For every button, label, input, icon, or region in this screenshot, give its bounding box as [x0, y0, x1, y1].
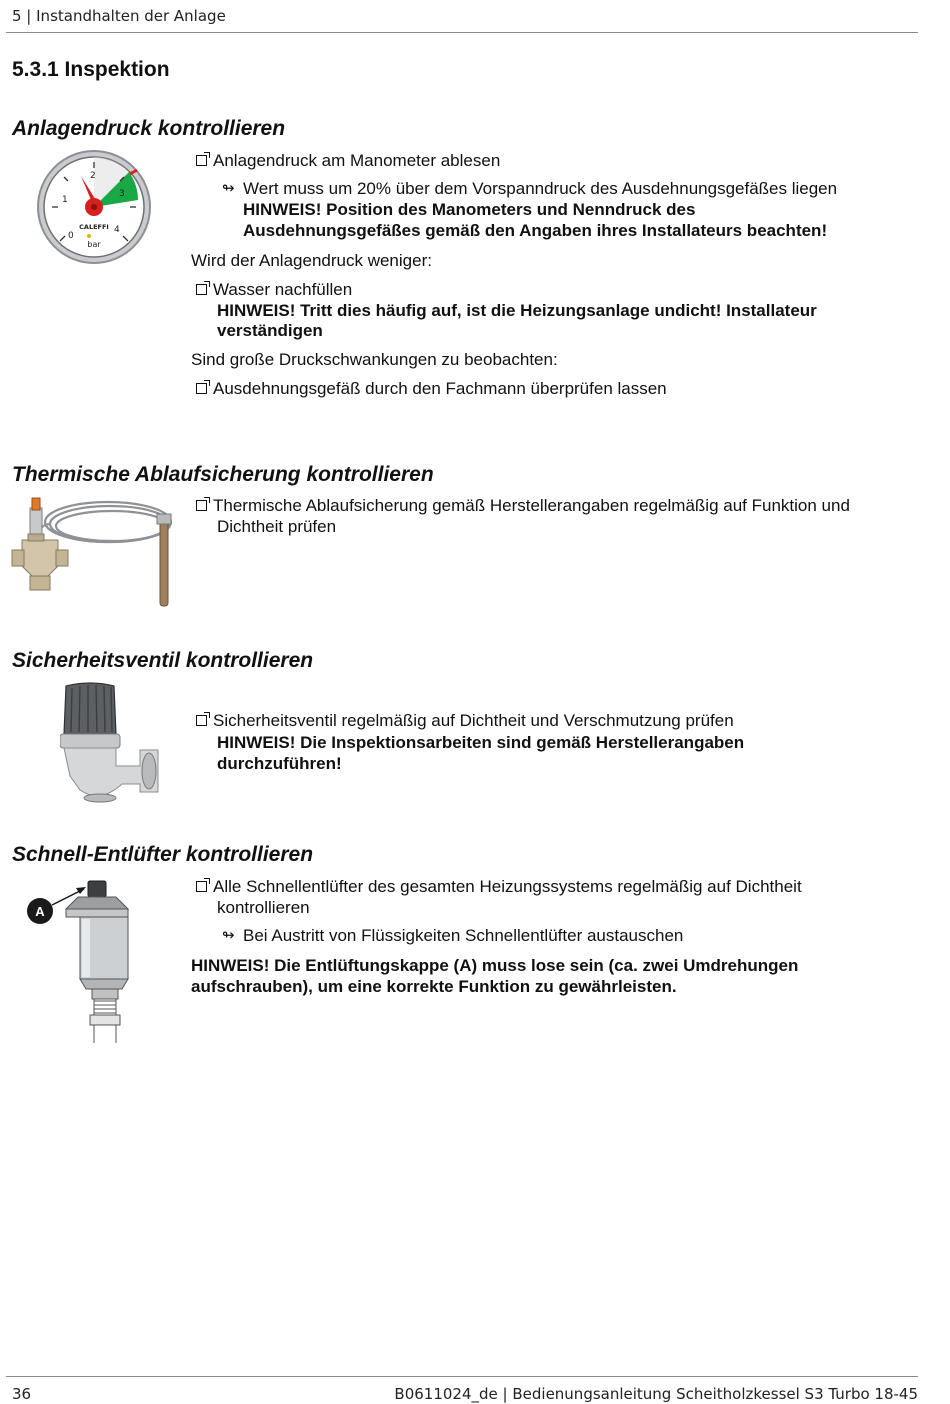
step-check-expansion-vessel: Ausdehnungsgefäß durch den Fachmann überprüfen lassen	[196, 378, 667, 399]
pressure-gauge-image	[34, 150, 154, 268]
document-reference: B0611024_de | Bedienungsanleitung Scheitholzkessel S3 Turbo 18-45	[394, 1385, 918, 1403]
note-safety-valve-1: HINWEIS! Die Inspektionsarbeiten sind gemäß Herstellerangaben	[217, 733, 745, 752]
checkbox-icon	[196, 383, 207, 394]
step-check-thermal-safety-2: Dichtheit prüfen	[217, 517, 337, 536]
page-number: 36	[12, 1385, 32, 1403]
header-rule	[6, 32, 918, 33]
callout-a-label: A	[35, 904, 45, 919]
checkbox-icon	[196, 284, 207, 295]
section-title: 5.3.1 Inspektion	[12, 58, 170, 81]
note-leak-1: HINWEIS! Tritt dies häufig auf, ist die Heizungsanlage undicht! Installateur	[217, 301, 817, 320]
page-header: 5 | Instandhalten der Anlage	[12, 7, 226, 25]
gauge-tick-4: 4	[114, 225, 120, 235]
step-check-air-vents-1: Alle Schnellentlüfter des gesamten Heizungssystems regelmäßig auf Dichtheit	[196, 876, 802, 897]
air-vent-image	[22, 875, 152, 1045]
checkbox-icon	[196, 881, 207, 892]
result-arrow-icon: ↬	[222, 927, 235, 944]
note-leak-2: verständigen	[217, 321, 323, 340]
heading-safety-valve: Sicherheitsventil kontrollieren	[12, 649, 314, 672]
gauge-tick-2: 2	[90, 171, 96, 181]
step-check-safety-valve: Sicherheitsventil regelmäßig auf Dichtheit und Verschmutzung prüfen	[196, 710, 734, 731]
heading-air-vent: Schnell-Entlüfter kontrollieren	[12, 843, 314, 866]
gauge-tick-3: 3	[119, 189, 125, 199]
result-replace-air-vent: Bei Austritt von Flüssigkeiten Schnellentlüfter austauschen	[243, 926, 684, 945]
gauge-tick-1: 1	[62, 195, 68, 205]
checkbox-icon	[196, 715, 207, 726]
gauge-tick-0: 0	[68, 231, 74, 241]
heading-anlagendruck: Anlagendruck kontrollieren	[12, 117, 286, 140]
note-safety-valve-2: durchzuführen!	[217, 754, 342, 773]
gauge-brand-text: CALEFFI	[79, 223, 109, 231]
step-check-thermal-safety-1: Thermische Ablaufsicherung gemäß Herstellerangaben regelmäßig auf Funktion und	[196, 495, 850, 516]
result-pressure-value: Wert muss um 20% über dem Vorspanndruck des Ausdehnungsgefäßes liegen	[243, 179, 838, 198]
gauge-unit-text: bar	[87, 240, 101, 249]
checkbox-icon	[196, 155, 207, 166]
footer-rule	[6, 1376, 918, 1377]
step-read-pressure: Anlagendruck am Manometer ablesen	[196, 150, 500, 171]
note-manometer-2: Ausdehnungsgefäßes gemäß den Angaben ihres Installateurs beachten!	[243, 221, 828, 240]
condition-pressure-low: Wird der Anlagendruck weniger:	[191, 251, 432, 270]
thermal-safety-valve-image	[10, 494, 185, 612]
result-arrow-icon: ↬	[222, 180, 235, 197]
heading-thermal-safety: Thermische Ablaufsicherung kontrollieren	[12, 463, 434, 486]
note-air-vent-cap-2: aufschrauben), um eine korrekte Funktion zu gewährleisten.	[191, 977, 677, 996]
step-refill-water: Wasser nachfüllen	[196, 279, 352, 300]
checkbox-icon	[196, 500, 207, 511]
note-air-vent-cap-1: HINWEIS! Die Entlüftungskappe (A) muss lose sein (ca. zwei Umdrehungen	[191, 956, 799, 975]
note-manometer-1: HINWEIS! Position des Manometers und Nenndruck des	[243, 200, 696, 219]
safety-valve-image	[60, 680, 170, 805]
condition-pressure-swings: Sind große Druckschwankungen zu beobachten:	[191, 350, 558, 369]
step-check-air-vents-2: kontrollieren	[217, 898, 310, 917]
